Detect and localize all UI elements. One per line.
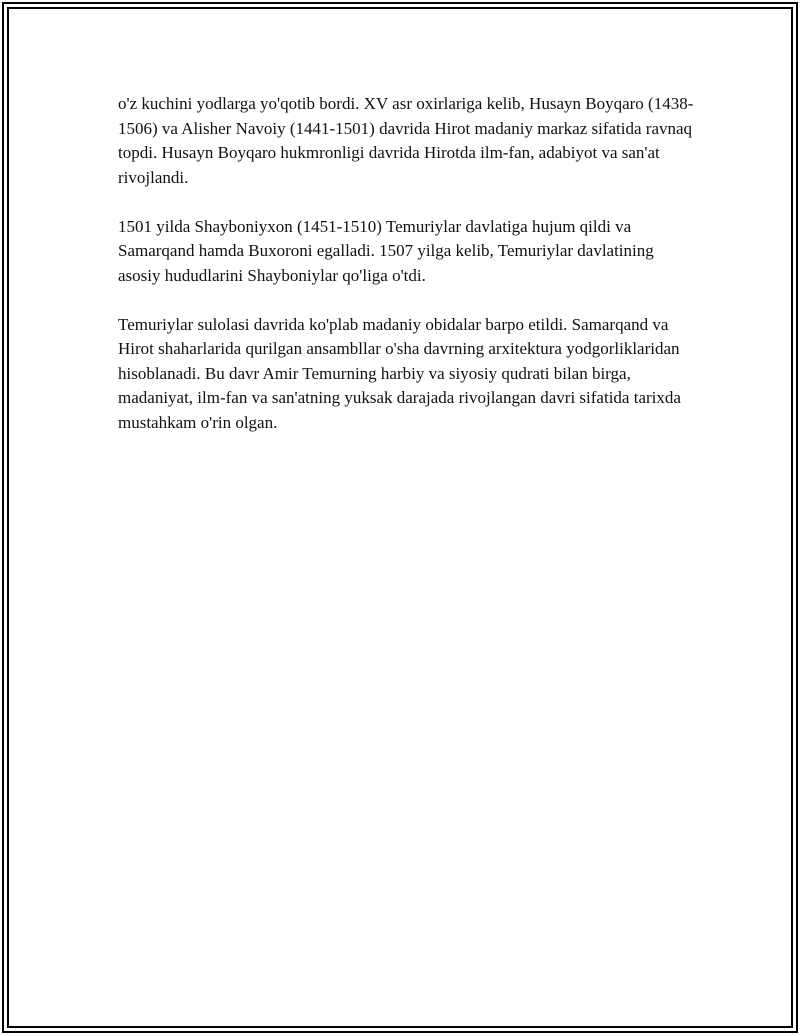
paragraph-3: Temuriylar sulolasi davrida ko'plab madaniy obidalar barpo etildi. Samarqand va Hirot shaharlarida qurilgan ansambllar o'sha davrning arxitektura yodgorliklaridan hisoblanadi. Bu davr Amir Temurning harbiy va siyosiy qudrati bilan birga, madaniyat, ilm-fan va san'atning yuksak darajada rivojlangan davri sifatida tarixda mustahkam o'rin olgan. [118,314,681,432]
paragraph-2: 1501 yilda Shayboniyxon (1451-1510) Temuriylar davlatiga hujum qildi va Samarqand hamda Buxoroni egalladi. 1507 yilga kelib, Temuriylar davlatining asosiy hududlarini Shayboniylar qo'liga o'tdi. [118,216,654,285]
document-body [118,92,698,460]
paragraph-1: o'z kuchini yodlarga yo'qotib bordi. XV asr oxirlariga kelib, Husayn Boyqaro (1438-1506) va Alisher Navoiy (1441-1501) davrida Hirot madaniy markaz sifatida ravnaq topdi. Husayn Boyqaro hukmronligi davrida Hirotda ilm-fan, adabiyot va san'at rivojlandi. [118,94,694,187]
